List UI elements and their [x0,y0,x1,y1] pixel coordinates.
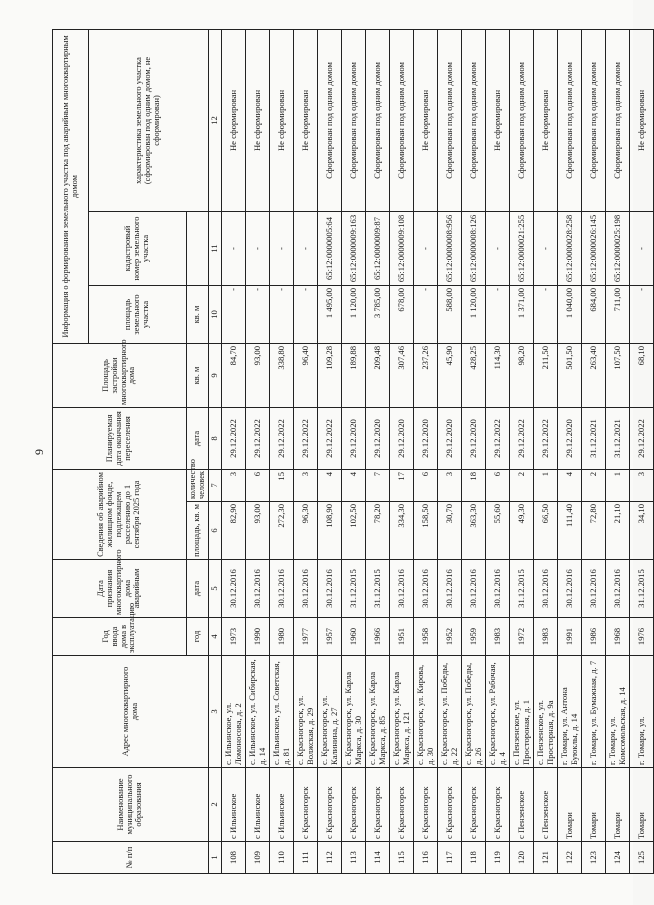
building-area-cell: 93,00 [246,344,270,408]
housing-table [52,29,654,874]
people-cell: 7 [366,470,390,502]
table-header [53,29,222,873]
land-area-cell: - [222,286,246,344]
municipality-cell: с Красногорск [318,768,342,842]
address-cell: с. Красногорск, ул. Победы, д. 26 [462,656,486,768]
planned-date-cell: 29.12.2022 [486,408,510,470]
cadastral-cell: - [270,212,294,286]
cadastral-cell: 65:12:0000008:126 [462,212,486,286]
rotated-sheet [30,30,646,874]
column-number: 6 [209,502,222,560]
row-number: 125 [630,842,654,874]
characteristic-cell: Сформирован под одним домом [510,29,534,211]
column-number: 12 [209,29,222,211]
cadastral-cell: - [294,212,318,286]
table-row [294,29,318,873]
characteristic-cell: Не сформирован [222,29,246,211]
year-cell: 1951 [390,618,414,656]
characteristic-cell: Сформирован под одним домом [582,29,606,211]
land-area-cell: 711,00 [606,286,630,344]
emergency-date-cell: 30.12.2016 [582,560,606,618]
table-row [606,29,630,873]
planned-date-cell: 29.12.2022 [630,408,654,470]
cadastral-cell: 65:12:0000009:108 [390,212,414,286]
header-cadastral: кадастровый номер земельного участка [89,212,187,286]
people-cell: 15 [270,470,294,502]
planned-date-cell: 29.12.2022 [294,408,318,470]
planned-date-cell: 29.12.2020 [462,408,486,470]
table-row [366,29,390,873]
building-area-cell: 98,20 [510,344,534,408]
row-number: 109 [246,842,270,874]
planned-date-cell: 29.12.2020 [438,408,462,470]
people-cell: 3 [294,470,318,502]
characteristic-cell: Не сформирован [246,29,270,211]
header-emergency-fund: Сведения об аварийном жилищном фонде, подлежащем расселению до 1 сентября 2025 года [53,470,187,560]
building-area-cell: 211,50 [534,344,558,408]
table-row [270,29,294,873]
column-number: 3 [209,656,222,768]
address-cell: г. Томари, ул. Комсомольская, д. 14 [606,656,630,768]
year-cell: 1986 [582,618,606,656]
column-number: 7 [209,470,222,502]
planned-date-cell: 29.12.2022 [534,408,558,470]
unit-year: год [187,618,209,656]
land-area-cell: 3 785,00 [366,286,390,344]
characteristic-cell: Сформирован под одним домом [558,29,582,211]
municipality-cell: с Красногорск [294,768,318,842]
people-cell: 2 [510,470,534,502]
cadastral-cell: - [630,212,654,286]
address-cell: с. Красногорск, ул. Карла Маркса, д. 85 [366,656,390,768]
table-row [222,29,246,873]
building-area-cell: 307,46 [390,344,414,408]
cadastral-cell: - [414,212,438,286]
emergency-date-cell: 31.12.2015 [510,560,534,618]
municipality-cell: с Пензенское [510,768,534,842]
column-number: 10 [209,286,222,344]
cadastral-cell: - [246,212,270,286]
municipality-cell: с Ильинское [246,768,270,842]
planned-date-cell: 31.12.2021 [582,408,606,470]
area-cell: 30,70 [438,502,462,560]
people-cell: 6 [486,470,510,502]
land-area-cell: 678,00 [390,286,414,344]
year-cell: 1991 [558,618,582,656]
emergency-date-cell: 31.12.2015 [630,560,654,618]
area-cell: 111,40 [558,502,582,560]
land-area-cell: - [486,286,510,344]
cadastral-cell: 65:12:0000021:255 [510,212,534,286]
characteristic-cell: Не сформирован [534,29,558,211]
emergency-date-cell: 30.12.2016 [246,560,270,618]
characteristic-cell: Сформирован под одним домом [438,29,462,211]
header-municipality: Наименование муниципального образования [53,768,209,842]
year-cell: 1976 [630,618,654,656]
year-cell: 1966 [366,618,390,656]
building-area-cell: 109,28 [318,344,342,408]
row-number: 112 [318,842,342,874]
year-cell: 1990 [246,618,270,656]
land-area-cell: 1 040,00 [558,286,582,344]
cadastral-cell: 65:12:0000008:956 [438,212,462,286]
row-number: 124 [606,842,630,874]
planned-date-cell: 29.12.2022 [222,408,246,470]
planned-date-cell: 31.12.2021 [606,408,630,470]
planned-date-cell: 29.12.2022 [270,408,294,470]
municipality-cell: с Красногорск [390,768,414,842]
planned-date-cell: 29.12.2020 [558,408,582,470]
emergency-date-cell: 30.12.2016 [222,560,246,618]
row-number: 120 [510,842,534,874]
cadastral-cell: 65:12:0000009:163 [342,212,366,286]
table-row [390,29,414,873]
table-row [486,29,510,873]
cadastral-cell: 65:12:0000009:87 [366,212,390,286]
people-cell: 6 [414,470,438,502]
year-cell: 1972 [510,618,534,656]
area-cell: 334,30 [390,502,414,560]
area-cell: 49,30 [510,502,534,560]
emergency-date-cell: 30.12.2016 [390,560,414,618]
year-cell: 1977 [294,618,318,656]
column-number: 11 [209,212,222,286]
address-cell: с. Ильинское, ул. Сибирская, д. 14 [246,656,270,768]
row-number: 117 [438,842,462,874]
page-number: 9 [32,449,46,455]
characteristic-cell: Сформирован под одним домом [318,29,342,211]
municipality-cell: Томари [606,768,630,842]
header-address: Адрес многоквартирного дома [53,656,209,768]
unit-building-area: кв. м [187,344,209,408]
row-number: 108 [222,842,246,874]
row-number: 115 [390,842,414,874]
unit-area: площадь, кв. м [187,502,209,560]
cadastral-cell: 65:12:0000028:258 [558,212,582,286]
address-cell: с. Пензенское, ул. Просторная, д. 9а [534,656,558,768]
row-number: 110 [270,842,294,874]
year-cell: 1980 [270,618,294,656]
characteristic-cell: Не сформирован [486,29,510,211]
area-cell: 82,90 [222,502,246,560]
unit-planned-date: дата [187,408,209,470]
cadastral-cell: 65:12:0000026:145 [582,212,606,286]
municipality-cell: Томари [582,768,606,842]
column-number: 2 [209,768,222,842]
building-area-cell: 237,26 [414,344,438,408]
year-cell: 1968 [606,618,630,656]
header-year-built: Год ввода дома в эксплуатацию [53,618,187,656]
municipality-cell: с Красногорск [438,768,462,842]
land-area-cell: - [246,286,270,344]
building-area-cell: 107,50 [606,344,630,408]
area-cell: 78,20 [366,502,390,560]
municipality-cell: с Красногорск [462,768,486,842]
table-row [342,29,366,873]
row-number: 122 [558,842,582,874]
address-cell: г. Томари, ул. Бумажная, д. 7 [582,656,606,768]
municipality-cell: с Красногорск [486,768,510,842]
column-number: 8 [209,408,222,470]
people-cell: 1 [534,470,558,502]
address-cell: с. Ильинское, ул. Ломоносова, д. 2 [222,656,246,768]
people-cell: 2 [582,470,606,502]
cadastral-cell: - [534,212,558,286]
planned-date-cell: 29.12.2020 [366,408,390,470]
cadastral-cell: - [222,212,246,286]
land-area-cell: 684,00 [582,286,606,344]
people-cell: 18 [462,470,486,502]
table-row [582,29,606,873]
emergency-date-cell: 31.12.2015 [342,560,366,618]
unit-people: количество человек [187,470,209,502]
address-cell: с. Красногорск, ул. Калинина, д. 27 [318,656,342,768]
table-row [630,29,654,873]
characteristic-cell: Сформирован под одним домом [390,29,414,211]
address-cell: с. Красногорск, ул. Карла Маркса, д. 121 [390,656,414,768]
address-cell: с. Ильинское, ул. Советская, д. 81 [270,656,294,768]
area-cell: 93,00 [246,502,270,560]
emergency-date-cell: 30.12.2016 [534,560,558,618]
year-cell: 1983 [534,618,558,656]
row-number: 111 [294,842,318,874]
building-area-cell: 338,80 [270,344,294,408]
building-area-cell: 68,10 [630,344,654,408]
row-number: 116 [414,842,438,874]
planned-date-cell: 29.12.2020 [390,408,414,470]
area-cell: 108,90 [318,502,342,560]
emergency-date-cell: 30.12.2016 [294,560,318,618]
address-cell: с. Красногорск, ул. Кирова, д. 30 [414,656,438,768]
address-cell: г. Томари, ул. [630,656,654,768]
emergency-date-cell: 30.12.2016 [558,560,582,618]
people-cell: 3 [438,470,462,502]
area-cell: 363,30 [462,502,486,560]
row-number: 113 [342,842,366,874]
column-number: 5 [209,560,222,618]
building-area-cell: 96,40 [294,344,318,408]
land-area-cell: 1 495,00 [318,286,342,344]
row-number: 123 [582,842,606,874]
header-number: № п/п [53,842,209,874]
municipality-cell: с Красногорск [414,768,438,842]
land-area-cell: 1 120,00 [462,286,486,344]
cadastral-cell: - [486,212,510,286]
table-row [462,29,486,873]
table-row [558,29,582,873]
unit-cadastral [187,212,209,286]
people-cell: 4 [558,470,582,502]
emergency-date-cell: 30.12.2016 [270,560,294,618]
column-number: 1 [209,842,222,874]
people-cell: 6 [246,470,270,502]
column-number: 4 [209,618,222,656]
address-cell: с. Пензенское, ул. Простороная, д. 1 [510,656,534,768]
year-cell: 1957 [318,618,342,656]
building-area-cell: 45,90 [438,344,462,408]
municipality-cell: с Ильинское [270,768,294,842]
area-cell: 21,10 [606,502,630,560]
people-cell: 4 [318,470,342,502]
municipality-cell: с Ильинское [222,768,246,842]
building-area-cell: 428,25 [462,344,486,408]
address-cell: с. Красногорск, ул. Волжская, д. 29 [294,656,318,768]
area-cell: 55,60 [486,502,510,560]
characteristic-cell: Сформирован под одним домом [342,29,366,211]
planned-date-cell: 29.12.2020 [414,408,438,470]
area-cell: 96,30 [294,502,318,560]
address-cell: г. Томари, ул. Антона Буюклы, д. 14 [558,656,582,768]
year-cell: 1952 [438,618,462,656]
emergency-date-cell: 30.12.2016 [606,560,630,618]
year-cell: 1959 [462,618,486,656]
emergency-date-cell: 30.12.2016 [438,560,462,618]
year-cell: 1960 [342,618,366,656]
table-row [438,29,462,873]
emergency-date-cell: 31.12.2015 [366,560,390,618]
header-land-characteristic: характеристика земельного участка (сформирован под одним домом, не сформирован) [89,29,209,211]
emergency-date-cell: 30.12.2016 [462,560,486,618]
building-area-cell: 114,30 [486,344,510,408]
area-cell: 272,30 [270,502,294,560]
land-area-cell: 1 120,00 [342,286,366,344]
planned-date-cell: 29.12.2022 [318,408,342,470]
header-land-info: Информация о формировании земельного участка под аварийным многоквартирным домом [53,29,89,343]
row-number: 119 [486,842,510,874]
land-area-cell: 588,00 [438,286,462,344]
table-row [534,29,558,873]
unit-land-area: кв. м [187,286,209,344]
planned-date-cell: 29.12.2022 [510,408,534,470]
characteristic-cell: Сформирован под одним домом [606,29,630,211]
municipality-cell: Томари [558,768,582,842]
municipality-cell: Томари [630,768,654,842]
header-land-area: площадь земельного участка [89,286,187,344]
area-cell: 34,10 [630,502,654,560]
column-number: 9 [209,344,222,408]
cadastral-cell: 65:12:0000025:198 [606,212,630,286]
building-area-cell: 209,48 [366,344,390,408]
municipality-cell: с Красногорск [342,768,366,842]
land-area-cell: - [294,286,318,344]
building-area-cell: 501,50 [558,344,582,408]
people-cell: 3 [630,470,654,502]
people-cell: 4 [342,470,366,502]
address-cell: с. Красногорск, ул. Рабочая, д. 4 [486,656,510,768]
characteristic-cell: Не сформирован [414,29,438,211]
area-cell: 158,50 [414,502,438,560]
emergency-date-cell: 30.12.2016 [414,560,438,618]
emergency-date-cell: 30.12.2016 [318,560,342,618]
building-area-cell: 84,70 [222,344,246,408]
characteristic-cell: Сформирован под одним домом [366,29,390,211]
people-cell: 17 [390,470,414,502]
characteristic-cell: Сформирован под одним домом [462,29,486,211]
area-cell: 66,50 [534,502,558,560]
header-emergency-date: Дата признания многоквартирного дома аварийным [53,560,187,618]
address-cell: с. Красногорск, ул. Победы, д. 22 [438,656,462,768]
row-number: 121 [534,842,558,874]
planned-date-cell: 29.12.2022 [246,408,270,470]
cadastral-cell: 65:12:0000005:64 [318,212,342,286]
building-area-cell: 189,88 [342,344,366,408]
land-area-cell: - [534,286,558,344]
table-row [510,29,534,873]
characteristic-cell: Не сформирован [294,29,318,211]
table-body [222,29,654,873]
municipality-cell: с Красногорск [366,768,390,842]
unit-date: дата [187,560,209,618]
table-row [246,29,270,873]
characteristic-cell: Не сформирован [270,29,294,211]
land-area-cell: - [414,286,438,344]
emergency-date-cell: 30.12.2016 [486,560,510,618]
row-number: 114 [366,842,390,874]
header-planned-date: Планируемая дата окончания переселения [53,408,187,470]
area-cell: 72,80 [582,502,606,560]
characteristic-cell: Не сформирован [630,29,654,211]
land-area-cell: - [630,286,654,344]
people-cell: 1 [606,470,630,502]
year-cell: 1958 [414,618,438,656]
planned-date-cell: 29.12.2020 [342,408,366,470]
address-cell: с. Красногорск, ул. Карла Маркса, д. 30 [342,656,366,768]
municipality-cell: с Пензенское [534,768,558,842]
year-cell: 1983 [486,618,510,656]
year-cell: 1973 [222,618,246,656]
column-number-row [209,29,222,873]
table-row [318,29,342,873]
land-area-cell: - [270,286,294,344]
land-area-cell: 1 371,00 [510,286,534,344]
header-building-area: Площадь застройки многоквартирного дома [53,344,187,408]
building-area-cell: 263,40 [582,344,606,408]
area-cell: 102,50 [342,502,366,560]
table-row [414,29,438,873]
people-cell: 3 [222,470,246,502]
row-number: 118 [462,842,486,874]
